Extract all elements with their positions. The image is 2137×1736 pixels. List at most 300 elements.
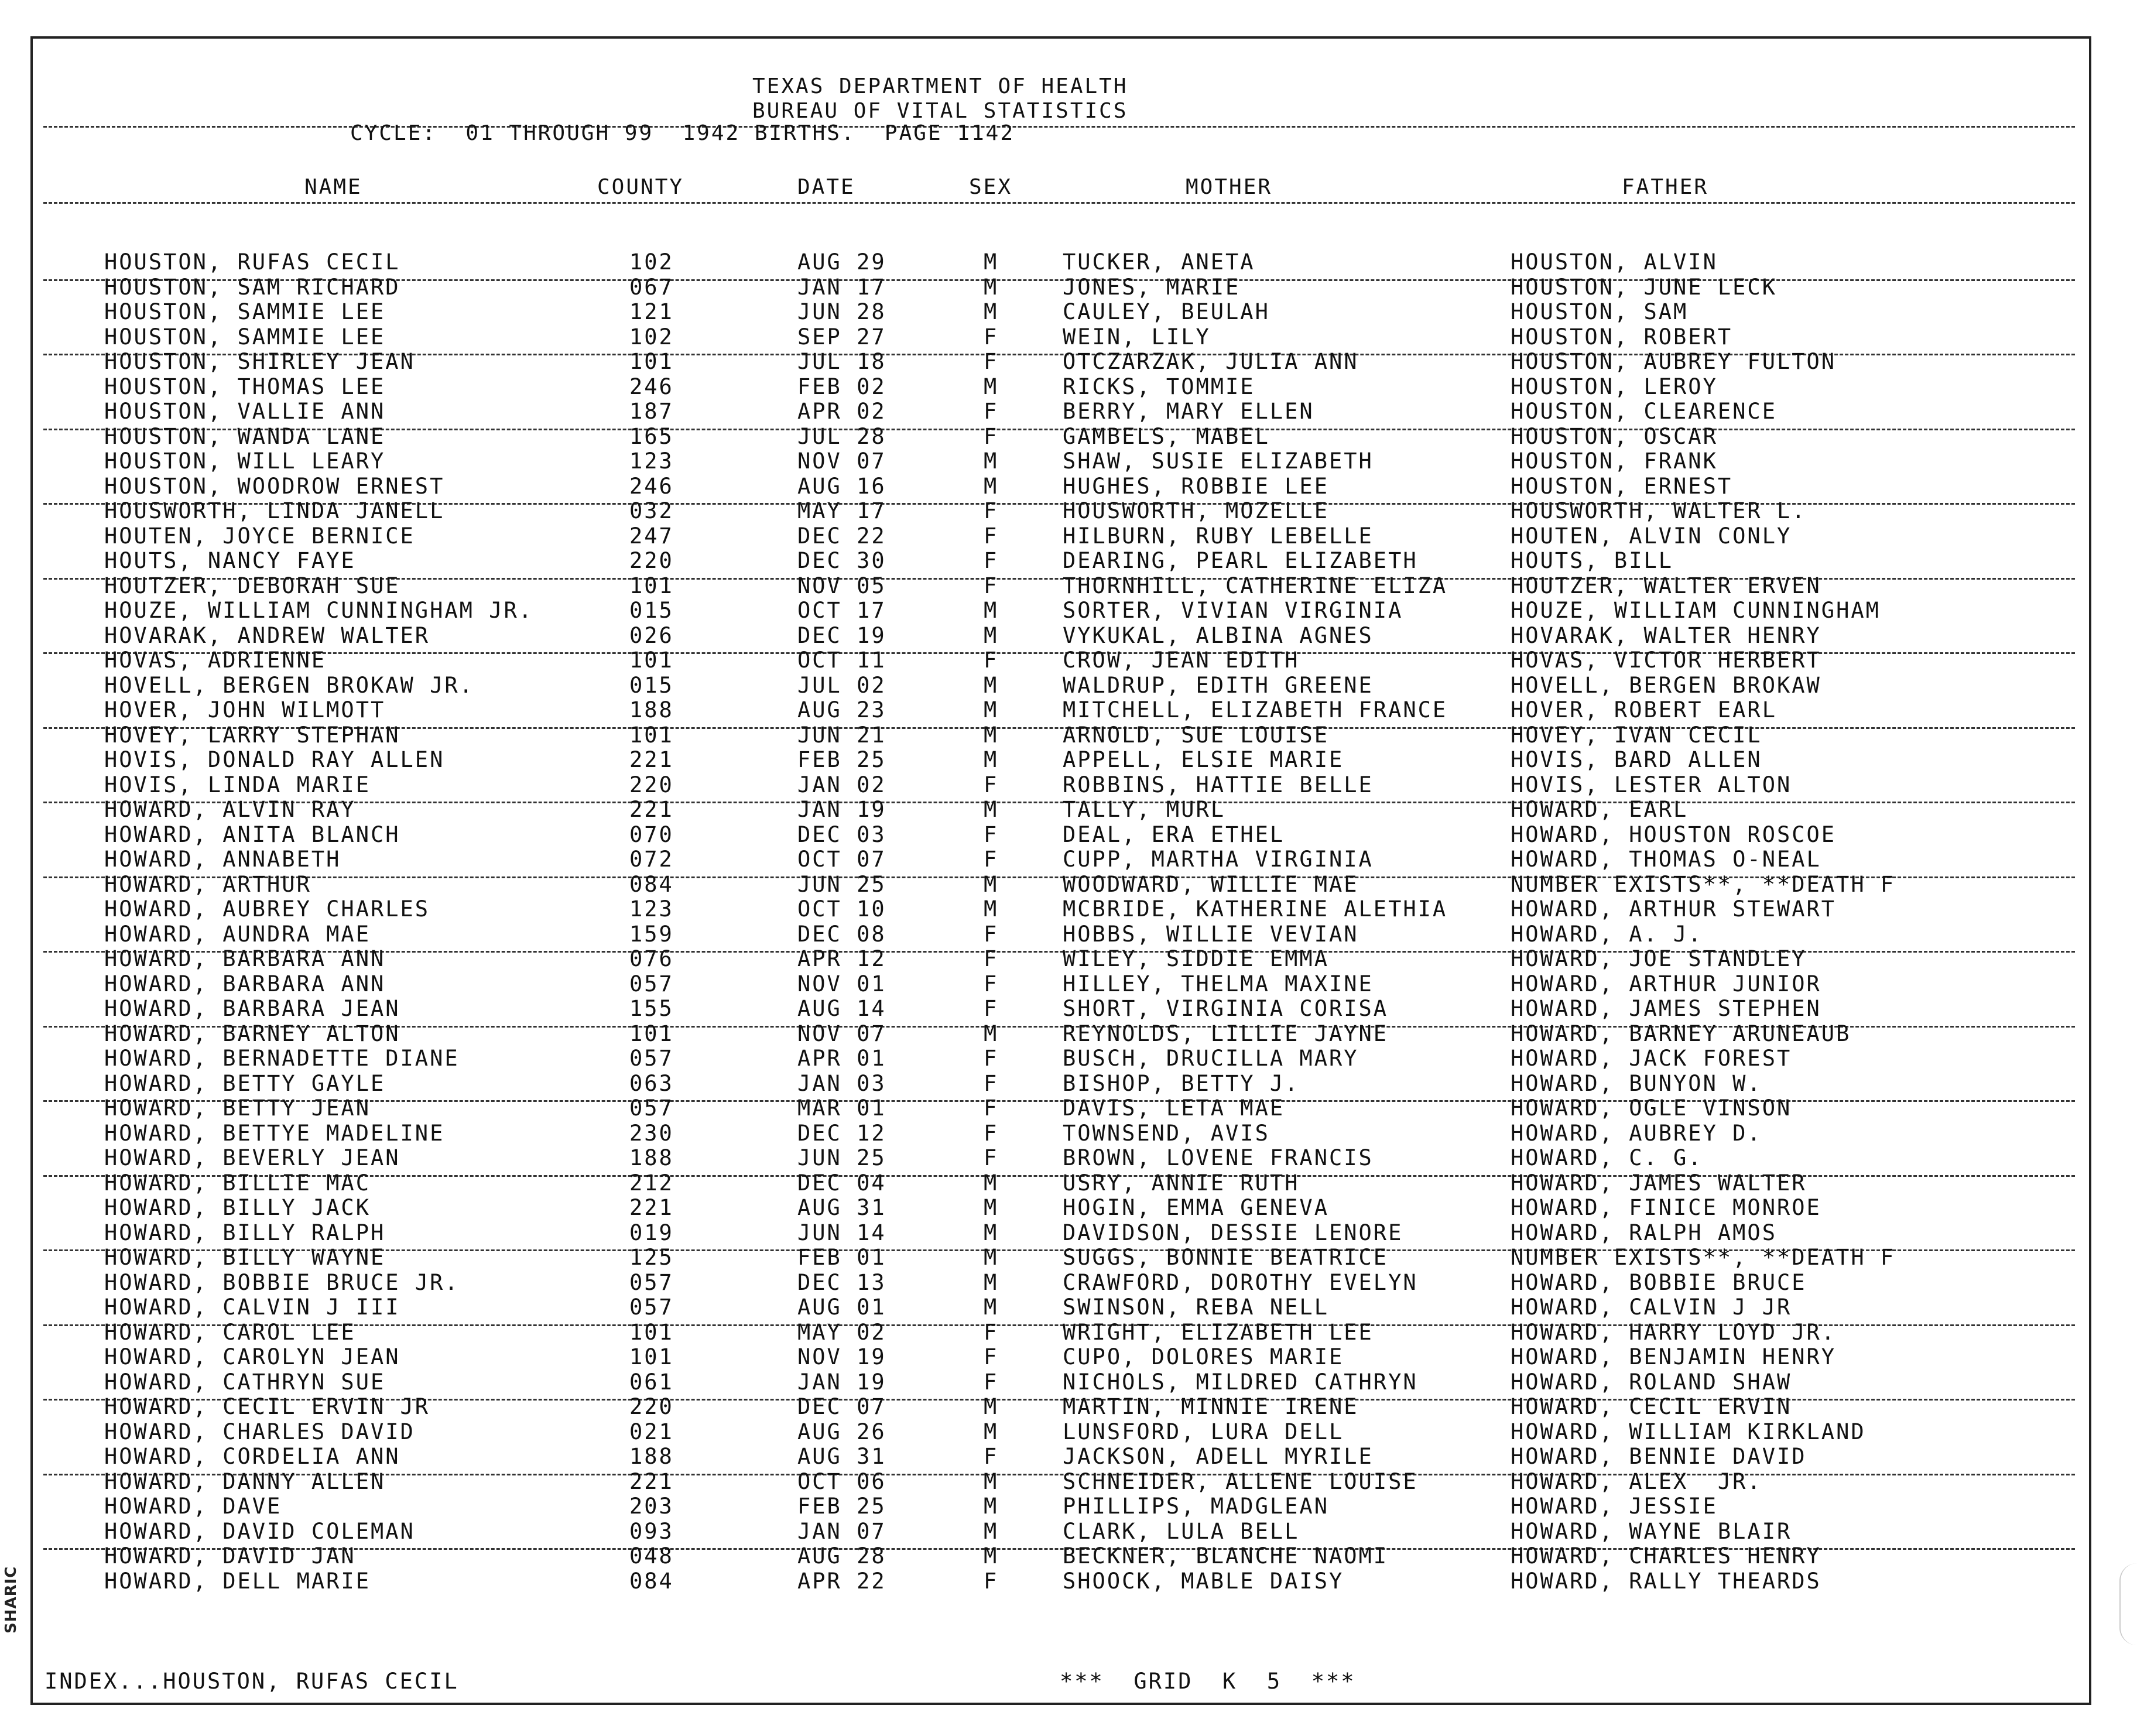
record-father: HOWARD, BENJAMIN HENRY — [1511, 1344, 1837, 1369]
record-father: HOWARD, JESSIE — [1511, 1494, 1718, 1519]
record-mother: DEAL, ERA ETHEL — [1063, 821, 1285, 847]
record-date: JAN 07 — [797, 1518, 886, 1544]
record-sex: M — [984, 1295, 999, 1320]
record-county: 102 — [629, 324, 674, 350]
record-father: HOWARD, ROLAND SHAW — [1511, 1369, 1792, 1395]
record-date: OCT 11 — [797, 648, 886, 673]
record-sex: F — [984, 1344, 999, 1369]
record-name: HOWARD, CORDELIA ANN — [104, 1444, 400, 1469]
record-sex: F — [984, 349, 999, 374]
record-mother: BROWN, LOVENE FRANCIS — [1063, 1145, 1374, 1170]
record-mother: THORNHILL, CATHERINE ELIZA — [1063, 573, 1448, 598]
record-date: DEC 30 — [797, 548, 886, 573]
record-name: HOVIS, DONALD RAY ALLEN — [104, 747, 445, 772]
record-county: 101 — [629, 722, 674, 748]
record-father: HOWARD, ALEX JR. — [1511, 1468, 1762, 1494]
record-county: 057 — [629, 1046, 674, 1071]
record-name: HOUTEN, JOYCE BERNICE — [104, 523, 415, 549]
record-father: HOWARD, CHARLES HENRY — [1511, 1543, 1821, 1569]
record-sex: F — [984, 1120, 999, 1146]
record-mother: WALDRUP, EDITH GREENE — [1063, 672, 1374, 698]
record-father: HOWARD, CECIL ERVIN — [1511, 1394, 1792, 1419]
record-name: HOUSTON, SHIRLEY JEAN — [104, 349, 415, 374]
record-county: 019 — [629, 1220, 674, 1245]
record-father: HOUSTON, ERNEST — [1511, 473, 1733, 499]
record-father: HOWARD, BARNEY ARUNEAUB — [1511, 1021, 1851, 1046]
record-county: 221 — [629, 747, 674, 772]
record-sex: M — [984, 1543, 999, 1569]
record-father: HOWARD, HOUSTON ROSCOE — [1511, 821, 1837, 847]
record-father: HOWARD, JOE STANDLEY — [1511, 946, 1807, 971]
record-name: HOUTS, NANCY FAYE — [104, 548, 356, 573]
record-mother: SHORT, VIRGINIA CORISA — [1063, 996, 1389, 1021]
record-mother: CAULEY, BEULAH — [1063, 299, 1270, 324]
record-date: DEC 13 — [797, 1269, 886, 1295]
record-father: HOVER, ROBERT EARL — [1511, 697, 1777, 723]
column-header-rule — [43, 202, 2075, 204]
record-date: OCT 10 — [797, 896, 886, 922]
record-father: HOUSTON, FRANK — [1511, 448, 1718, 474]
record-name: HOUSTON, VALLIE ANN — [104, 399, 386, 424]
record-father: HOUTZER, WALTER ERVEN — [1511, 573, 1821, 598]
record-mother: SORTER, VIVIAN VIRGINIA — [1063, 598, 1403, 623]
record-sex: F — [984, 921, 999, 947]
record-sex: M — [984, 1170, 999, 1196]
column-header-mother: MOTHER — [1186, 175, 1273, 199]
record-father: HOUSTON, AUBREY FULTON — [1511, 349, 1837, 374]
record-name: HOWARD, BILLIE MAC — [104, 1170, 371, 1196]
record-name: HOVIS, LINDA MARIE — [104, 772, 371, 797]
record-father: HOUSWORTH, WALTER L. — [1511, 498, 1807, 523]
record-mother: RICKS, TOMMIE — [1063, 374, 1255, 399]
record-date: NOV 07 — [797, 1021, 886, 1046]
record-name: HOWARD, BARBARA JEAN — [104, 996, 400, 1021]
record-county: 070 — [629, 821, 674, 847]
record-mother: REYNOLDS, LILLIE JAYNE — [1063, 1021, 1389, 1046]
record-father: HOWARD, AUBREY D. — [1511, 1120, 1762, 1146]
record-name: HOUZE, WILLIAM CUNNINGHAM JR. — [104, 598, 534, 623]
record-name: HOUSTON, SAM RICHARD — [104, 274, 400, 300]
record-mother: GAMBELS, MABEL — [1063, 423, 1270, 449]
record-sex: M — [984, 1269, 999, 1295]
record-date: APR 01 — [797, 1046, 886, 1071]
margin-mark — [2119, 1563, 2137, 1645]
record-father: HOUSTON, ROBERT — [1511, 324, 1733, 350]
record-father: HOWARD, HARRY LOYD JR. — [1511, 1319, 1837, 1345]
column-header-father: FATHER — [1622, 175, 1709, 199]
record-county: 246 — [629, 374, 674, 399]
record-mother: BISHOP, BETTY J. — [1063, 1070, 1300, 1096]
record-mother: JACKSON, ADELL MYRILE — [1063, 1444, 1374, 1469]
record-date: DEC 04 — [797, 1170, 886, 1196]
record-date: JUL 02 — [797, 672, 886, 698]
record-name: HOUSWORTH, LINDA JANELL — [104, 498, 445, 523]
record-name: HOWARD, CATHRYN SUE — [104, 1369, 386, 1395]
record-county: 057 — [629, 1269, 674, 1295]
record-sex: M — [984, 747, 999, 772]
record-date: JAN 19 — [797, 797, 886, 822]
record-county: 221 — [629, 797, 674, 822]
record-name: HOVELL, BERGEN BROKAW JR. — [104, 672, 474, 698]
record-sex: M — [984, 1494, 999, 1519]
record-date: MAR 01 — [797, 1095, 886, 1121]
record-father: HOUTS, BILL — [1511, 548, 1674, 573]
record-mother: SHAW, SUSIE ELIZABETH — [1063, 448, 1374, 474]
record-date: JAN 17 — [797, 274, 886, 300]
record-name: HOUSTON, SAMMIE LEE — [104, 299, 386, 324]
record-sex: M — [984, 1468, 999, 1494]
record-mother: NICHOLS, MILDRED CATHRYN — [1063, 1369, 1418, 1395]
record-date: AUG 01 — [797, 1295, 886, 1320]
record-name: HOWARD, BETTY GAYLE — [104, 1070, 386, 1096]
record-name: HOUSTON, WILL LEARY — [104, 448, 386, 474]
record-sex: M — [984, 672, 999, 698]
record-sex: F — [984, 821, 999, 847]
record-sex: M — [984, 896, 999, 922]
record-father: HOWARD, THOMAS O-NEAL — [1511, 847, 1821, 872]
record-father: HOVIS, LESTER ALTON — [1511, 772, 1792, 797]
cycle-line: CYCLE: 01 THROUGH 99 1942 BIRTHS. PAGE 1142 — [350, 121, 1015, 145]
record-county: 220 — [629, 772, 674, 797]
record-father: HOWARD, RALLY THEARDS — [1511, 1568, 1821, 1594]
record-father: HOUSTON, ALVIN — [1511, 249, 1718, 275]
record-father: HOVEY, IVAN CECIL — [1511, 722, 1762, 748]
record-name: HOWARD, CECIL ERVIN JR — [104, 1394, 430, 1419]
record-date: JAN 19 — [797, 1369, 886, 1395]
record-county: 057 — [629, 1095, 674, 1121]
record-mother: MCBRIDE, KATHERINE ALETHIA — [1063, 896, 1448, 922]
record-county: 067 — [629, 274, 674, 300]
record-name: HOVAS, ADRIENNE — [104, 648, 327, 673]
record-father: HOUTEN, ALVIN CONLY — [1511, 523, 1792, 549]
record-mother: WOODWARD, WILLIE MAE — [1063, 871, 1359, 897]
record-father: HOWARD, OGLE VINSON — [1511, 1095, 1792, 1121]
record-mother: TUCKER, ANETA — [1063, 249, 1255, 275]
column-header-county: COUNTY — [597, 175, 684, 199]
record-county: 188 — [629, 1145, 674, 1170]
record-mother: WILEY, SIDDIE EMMA — [1063, 946, 1329, 971]
record-father: HOUSTON, OSCAR — [1511, 423, 1718, 449]
record-name: HOUTZER, DEBORAH SUE — [104, 573, 400, 598]
record-name: HOWARD, ANITA BLANCH — [104, 821, 400, 847]
record-sex: M — [984, 274, 999, 300]
record-father: HOWARD, JAMES WALTER — [1511, 1170, 1807, 1196]
record-date: DEC 03 — [797, 821, 886, 847]
record-mother: MARTIN, MINNIE IRENE — [1063, 1394, 1359, 1419]
record-date: AUG 14 — [797, 996, 886, 1021]
record-name: HOUSTON, WOODROW ERNEST — [104, 473, 445, 499]
record-name: HOWARD, DAVID JAN — [104, 1543, 356, 1569]
record-name: HOWARD, ARTHUR — [104, 871, 311, 897]
record-mother: ROBBINS, HATTIE BELLE — [1063, 772, 1374, 797]
record-mother: SHOOCK, MABLE DAISY — [1063, 1568, 1344, 1594]
record-sex: F — [984, 423, 999, 449]
record-sex: M — [984, 797, 999, 822]
record-sex: F — [984, 1444, 999, 1469]
record-mother: TOWNSEND, AVIS — [1063, 1120, 1270, 1146]
record-name: HOVER, JOHN WILMOTT — [104, 697, 386, 723]
record-date: OCT 07 — [797, 847, 886, 872]
record-name: HOWARD, DAVE — [104, 1494, 282, 1519]
record-sex: F — [984, 996, 999, 1021]
record-county: 101 — [629, 1021, 674, 1046]
record-date: DEC 19 — [797, 622, 886, 648]
record-county: 101 — [629, 573, 674, 598]
record-name: HOWARD, DELL MARIE — [104, 1568, 371, 1594]
record-father: HOVIS, BARD ALLEN — [1511, 747, 1762, 772]
record-date: JUL 28 — [797, 423, 886, 449]
record-mother: BERRY, MARY ELLEN — [1063, 399, 1314, 424]
record-county: 084 — [629, 871, 674, 897]
record-name: HOWARD, BETTYE MADELINE — [104, 1120, 445, 1146]
record-father: NUMBER EXISTS**, **DEATH F — [1511, 871, 1896, 897]
record-sex: F — [984, 324, 999, 350]
record-sex: F — [984, 772, 999, 797]
record-sex: M — [984, 1419, 999, 1444]
record-county: 076 — [629, 946, 674, 971]
record-county: 123 — [629, 448, 674, 474]
record-county: 247 — [629, 523, 674, 549]
record-county: 026 — [629, 622, 674, 648]
record-mother: SCHNEIDER, ALLENE LOUISE — [1063, 1468, 1418, 1494]
record-date: FEB 01 — [797, 1245, 886, 1270]
record-date: OCT 17 — [797, 598, 886, 623]
record-date: JAN 03 — [797, 1070, 886, 1096]
record-mother: SWINSON, REBA NELL — [1063, 1295, 1329, 1320]
record-mother: BECKNER, BLANCHE NAOMI — [1063, 1543, 1389, 1569]
record-date: MAY 02 — [797, 1319, 886, 1345]
record-sex: M — [984, 697, 999, 723]
record-mother: USRY, ANNIE RUTH — [1063, 1170, 1300, 1196]
record-mother: LUNSFORD, LURA DELL — [1063, 1419, 1344, 1444]
record-father: HOUSTON, JUNE LECK — [1511, 274, 1777, 300]
record-sex: F — [984, 847, 999, 872]
record-father: HOWARD, JAMES STEPHEN — [1511, 996, 1821, 1021]
record-father: HOUSTON, LEROY — [1511, 374, 1718, 399]
record-sex: M — [984, 1394, 999, 1419]
record-father: HOUSTON, CLEARENCE — [1511, 399, 1777, 424]
record-county: 093 — [629, 1518, 674, 1544]
record-date: AUG 29 — [797, 249, 886, 275]
record-county: 125 — [629, 1245, 674, 1270]
record-father: HOWARD, BOBBIE BRUCE — [1511, 1269, 1807, 1295]
record-father: HOWARD, BENNIE DAVID — [1511, 1444, 1807, 1469]
record-mother: TALLY, MURL — [1063, 797, 1226, 822]
column-header-name: NAME — [304, 175, 362, 199]
record-name: HOVEY, LARRY STEPHAN — [104, 722, 400, 748]
record-name: HOUSTON, THOMAS LEE — [104, 374, 386, 399]
record-father: HOWARD, BUNYON W. — [1511, 1070, 1762, 1096]
record-name: HOWARD, BILLY RALPH — [104, 1220, 386, 1245]
record-sex: F — [984, 399, 999, 424]
record-county: 057 — [629, 971, 674, 997]
record-name: HOWARD, BETTY JEAN — [104, 1095, 371, 1121]
record-sex: F — [984, 573, 999, 598]
record-county: 159 — [629, 921, 674, 947]
record-mother: PHILLIPS, MADGLEAN — [1063, 1494, 1329, 1519]
record-date: FEB 25 — [797, 1494, 886, 1519]
record-sex: F — [984, 548, 999, 573]
record-county: 015 — [629, 672, 674, 698]
record-date: AUG 31 — [797, 1444, 886, 1469]
record-county: 203 — [629, 1494, 674, 1519]
record-date: DEC 07 — [797, 1394, 886, 1419]
record-mother: DAVIDSON, DESSIE LENORE — [1063, 1220, 1403, 1245]
record-sex: F — [984, 498, 999, 523]
record-sex: F — [984, 971, 999, 997]
record-county: 021 — [629, 1419, 674, 1444]
record-father: HOWARD, WAYNE BLAIR — [1511, 1518, 1792, 1544]
record-date: JUN 14 — [797, 1220, 886, 1245]
record-mother: CLARK, LULA BELL — [1063, 1518, 1300, 1544]
record-mother: SUGGS, BONNIE BEATRICE — [1063, 1245, 1389, 1270]
record-name: HOUSTON, RUFAS CECIL — [104, 249, 400, 275]
record-date: APR 02 — [797, 399, 886, 424]
record-sex: F — [984, 946, 999, 971]
record-sex: M — [984, 1021, 999, 1046]
record-sex: M — [984, 722, 999, 748]
record-sex: M — [984, 871, 999, 897]
record-name: HOWARD, BILLY JACK — [104, 1195, 371, 1220]
record-father: HOWARD, CALVIN J JR — [1511, 1295, 1792, 1320]
record-date: MAY 17 — [797, 498, 886, 523]
record-county: 221 — [629, 1195, 674, 1220]
record-name: HOWARD, DANNY ALLEN — [104, 1468, 386, 1494]
record-date: DEC 22 — [797, 523, 886, 549]
record-father: HOWARD, A. J. — [1511, 921, 1703, 947]
record-sex: F — [984, 1319, 999, 1345]
record-name: HOWARD, ANNABETH — [104, 847, 341, 872]
record-name: HOWARD, BILLY WAYNE — [104, 1245, 386, 1270]
record-father: HOWARD, ARTHUR JUNIOR — [1511, 971, 1821, 997]
record-mother: HILLEY, THELMA MAXINE — [1063, 971, 1374, 997]
record-sex: M — [984, 1220, 999, 1245]
record-county: 220 — [629, 548, 674, 573]
record-county: 084 — [629, 1568, 674, 1594]
record-date: SEP 27 — [797, 324, 886, 350]
record-mother: HOUSWORTH, MOZELLE — [1063, 498, 1329, 523]
record-name: HOVARAK, ANDREW WALTER — [104, 622, 430, 648]
record-name: HOWARD, CHARLES DAVID — [104, 1419, 415, 1444]
record-date: JUN 25 — [797, 871, 886, 897]
record-name: HOWARD, ALVIN RAY — [104, 797, 356, 822]
record-county: 061 — [629, 1369, 674, 1395]
record-sex: F — [984, 523, 999, 549]
record-sex: M — [984, 622, 999, 648]
record-county: 188 — [629, 1444, 674, 1469]
record-county: 048 — [629, 1543, 674, 1569]
record-name: HOWARD, CAROL LEE — [104, 1319, 356, 1345]
record-sex: M — [984, 1518, 999, 1544]
header-rule — [43, 126, 2075, 128]
record-name: HOWARD, BOBBIE BRUCE JR. — [104, 1269, 460, 1295]
column-header-sex: SEX — [969, 175, 1013, 199]
record-county: 187 — [629, 399, 674, 424]
record-father: HOVELL, BERGEN BROKAW — [1511, 672, 1821, 698]
record-sex: M — [984, 598, 999, 623]
record-father: HOWARD, FINICE MONROE — [1511, 1195, 1821, 1220]
record-name: HOWARD, AUBREY CHARLES — [104, 896, 430, 922]
record-county: 032 — [629, 498, 674, 523]
record-name: HOWARD, BARBARA ANN — [104, 946, 386, 971]
record-date: AUG 31 — [797, 1195, 886, 1220]
record-county: 101 — [629, 1344, 674, 1369]
record-mother: VYKUKAL, ALBINA AGNES — [1063, 622, 1374, 648]
record-sex: M — [984, 448, 999, 474]
record-county: 101 — [629, 648, 674, 673]
agency-title: TEXAS DEPARTMENT OF HEALTH — [752, 74, 1128, 98]
record-sex: M — [984, 299, 999, 324]
record-mother: DEARING, PEARL ELIZABETH — [1063, 548, 1418, 573]
record-date: APR 12 — [797, 946, 886, 971]
record-date: AUG 26 — [797, 1419, 886, 1444]
record-county: 101 — [629, 349, 674, 374]
record-county: 015 — [629, 598, 674, 623]
bureau-title: BUREAU OF VITAL STATISTICS — [752, 99, 1128, 123]
record-county: 246 — [629, 473, 674, 499]
record-sex: F — [984, 1095, 999, 1121]
record-date: JUN 25 — [797, 1145, 886, 1170]
record-date: FEB 02 — [797, 374, 886, 399]
side-label: SHARIC — [2, 1566, 20, 1634]
record-county: 102 — [629, 249, 674, 275]
record-mother: HOGIN, EMMA GENEVA — [1063, 1195, 1329, 1220]
record-mother: OTCZARZAK, JULIA ANN — [1063, 349, 1359, 374]
record-father: HOUZE, WILLIAM CUNNINGHAM — [1511, 598, 1881, 623]
record-father: HOWARD, C. G. — [1511, 1145, 1703, 1170]
record-father: HOWARD, EARL — [1511, 797, 1689, 822]
record-mother: APPELL, ELSIE MARIE — [1063, 747, 1344, 772]
record-sex: F — [984, 1369, 999, 1395]
record-sex: M — [984, 1195, 999, 1220]
record-name: HOWARD, CAROLYN JEAN — [104, 1344, 400, 1369]
record-county: 221 — [629, 1468, 674, 1494]
record-date: NOV 19 — [797, 1344, 886, 1369]
record-county: 165 — [629, 423, 674, 449]
record-date: NOV 01 — [797, 971, 886, 997]
record-mother: HILBURN, RUBY LEBELLE — [1063, 523, 1374, 549]
record-mother: HOBBS, WILLIE VEVIAN — [1063, 921, 1359, 947]
record-date: DEC 08 — [797, 921, 886, 947]
record-county: 072 — [629, 847, 674, 872]
record-date: JUN 21 — [797, 722, 886, 748]
record-date: OCT 06 — [797, 1468, 886, 1494]
index-line: INDEX...HOUSTON, RUFAS CECIL — [44, 1669, 459, 1694]
record-father: HOWARD, WILLIAM KIRKLAND — [1511, 1419, 1866, 1444]
record-mother: WRIGHT, ELIZABETH LEE — [1063, 1319, 1374, 1345]
record-date: JUN 28 — [797, 299, 886, 324]
record-county: 101 — [629, 1319, 674, 1345]
record-sex: M — [984, 1245, 999, 1270]
record-father: HOWARD, RALPH AMOS — [1511, 1220, 1777, 1245]
grid-label: *** GRID K 5 *** — [1060, 1669, 1356, 1694]
record-name: HOWARD, DAVID COLEMAN — [104, 1518, 415, 1544]
record-county: 230 — [629, 1120, 674, 1146]
record-father: HOVARAK, WALTER HENRY — [1511, 622, 1821, 648]
record-name: HOUSTON, SAMMIE LEE — [104, 324, 386, 350]
record-name: HOWARD, BARNEY ALTON — [104, 1021, 400, 1046]
record-mother: MITCHELL, ELIZABETH FRANCE — [1063, 697, 1448, 723]
record-father: HOWARD, ARTHUR STEWART — [1511, 896, 1837, 922]
record-county: 123 — [629, 896, 674, 922]
record-mother: JONES, MARIE — [1063, 274, 1241, 300]
record-name: HOWARD, BARBARA ANN — [104, 971, 386, 997]
record-county: 188 — [629, 697, 674, 723]
record-county: 212 — [629, 1170, 674, 1196]
record-father: HOUSTON, SAM — [1511, 299, 1689, 324]
record-sex: F — [984, 1070, 999, 1096]
record-county: 121 — [629, 299, 674, 324]
